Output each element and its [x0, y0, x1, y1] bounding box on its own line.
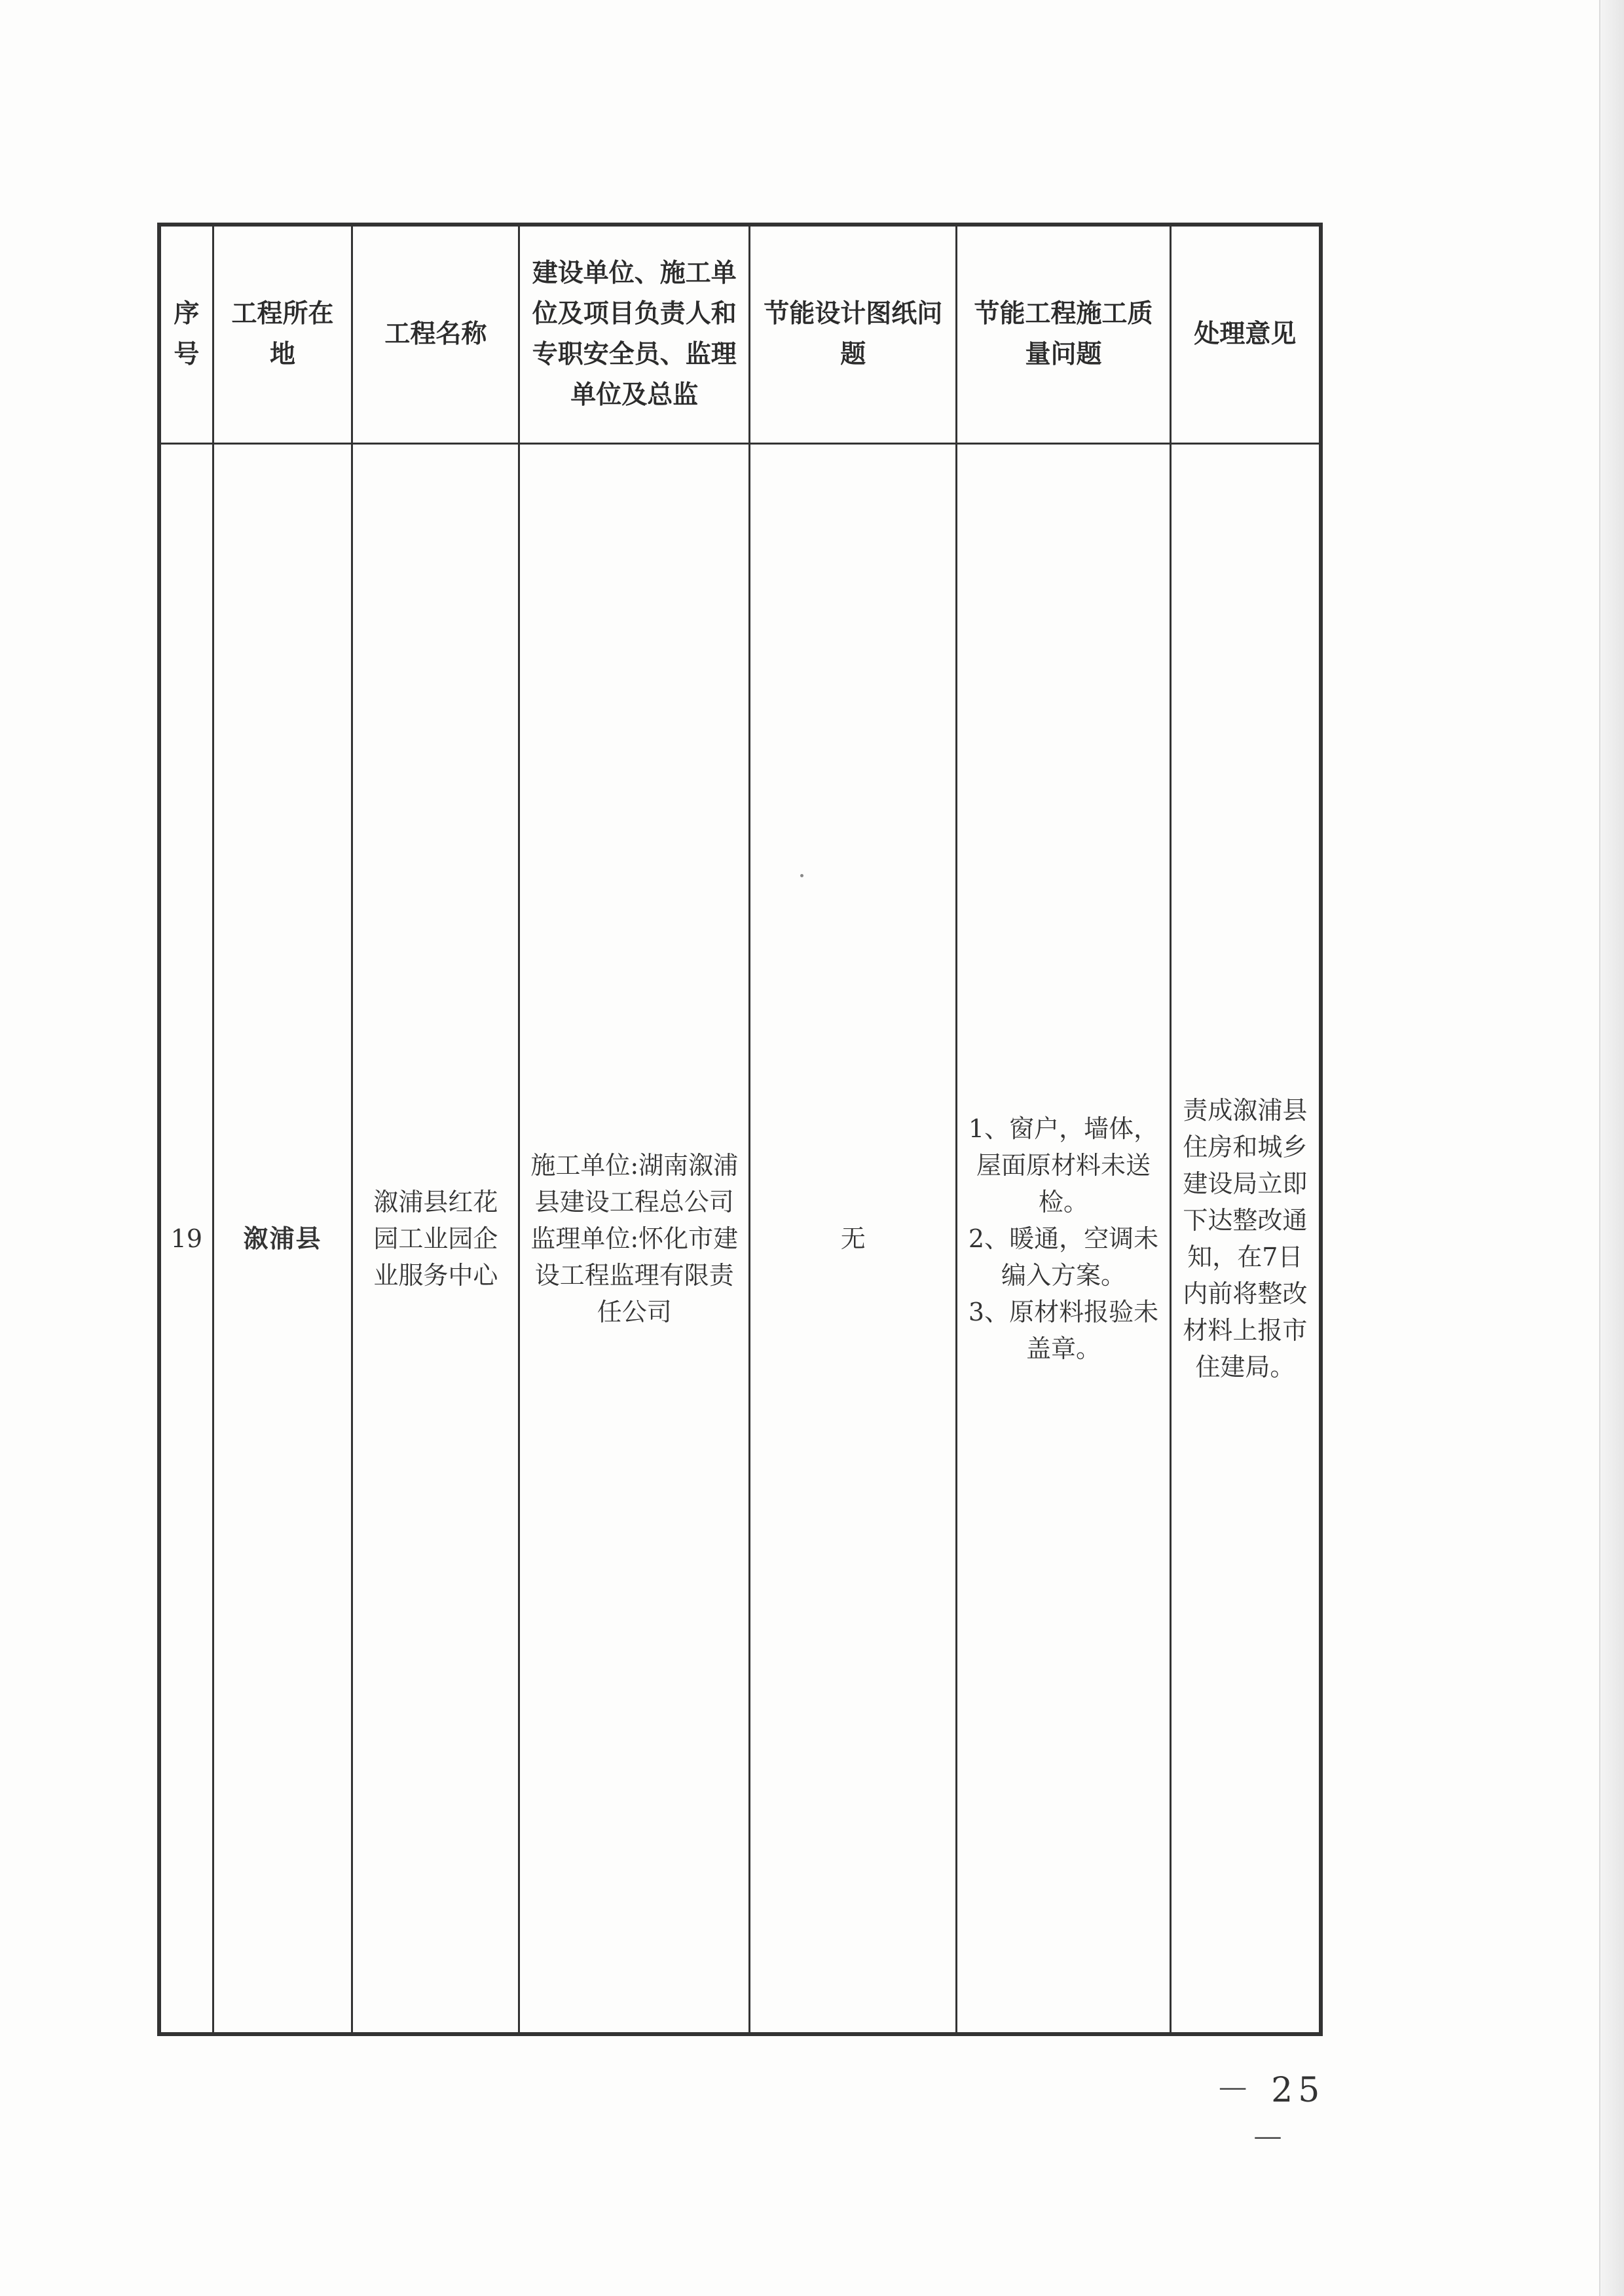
- table-row: [159, 444, 1321, 2035]
- header-quality-issue: 节能工程施工质量问题: [957, 225, 1171, 444]
- table-header-row: [159, 225, 1321, 444]
- cell-location: 溆浦县: [213, 444, 352, 2035]
- cell-design-issue: 无: [750, 444, 957, 2035]
- cell-seq: 19: [159, 444, 213, 2035]
- inspection-table: [157, 223, 1323, 2036]
- page-edge: [1599, 0, 1624, 2296]
- page-number: － 25 －: [1215, 2071, 1325, 2159]
- cell-project-name: 溆浦县红花园工业园企业服务中心: [352, 444, 519, 2035]
- header-seq: 序号: [159, 225, 213, 444]
- cell-quality-issues: [957, 444, 1171, 2035]
- header-project-name: 工程名称: [352, 225, 519, 444]
- cell-action: 责成溆浦县住房和城乡建设局立即下达整改通知，在7日内前将整改材料上报市住建局。: [1170, 444, 1321, 2035]
- header-action: 处理意见: [1170, 225, 1321, 444]
- quality-issue-3: 3、原材料报验未盖章。: [968, 1297, 1159, 1363]
- header-units: 建设单位、施工单位及项目负责人和专职安全员、监理单位及总监: [519, 225, 750, 444]
- cell-units: [519, 444, 750, 2035]
- quality-issue-2: 2、暖通，空调未编入方案。: [968, 1224, 1159, 1290]
- supervision-unit: 监理单位:怀化市建设工程监理有限责任公司: [530, 1224, 739, 1326]
- construction-unit: 施工单位:湖南溆浦县建设工程总公司: [530, 1150, 739, 1216]
- header-design-issue: 节能设计图纸问题: [750, 225, 957, 444]
- header-location: 工程所在地: [213, 225, 352, 444]
- quality-issue-1: 1、窗户，墙体，屋面原材料未送检。: [968, 1114, 1159, 1216]
